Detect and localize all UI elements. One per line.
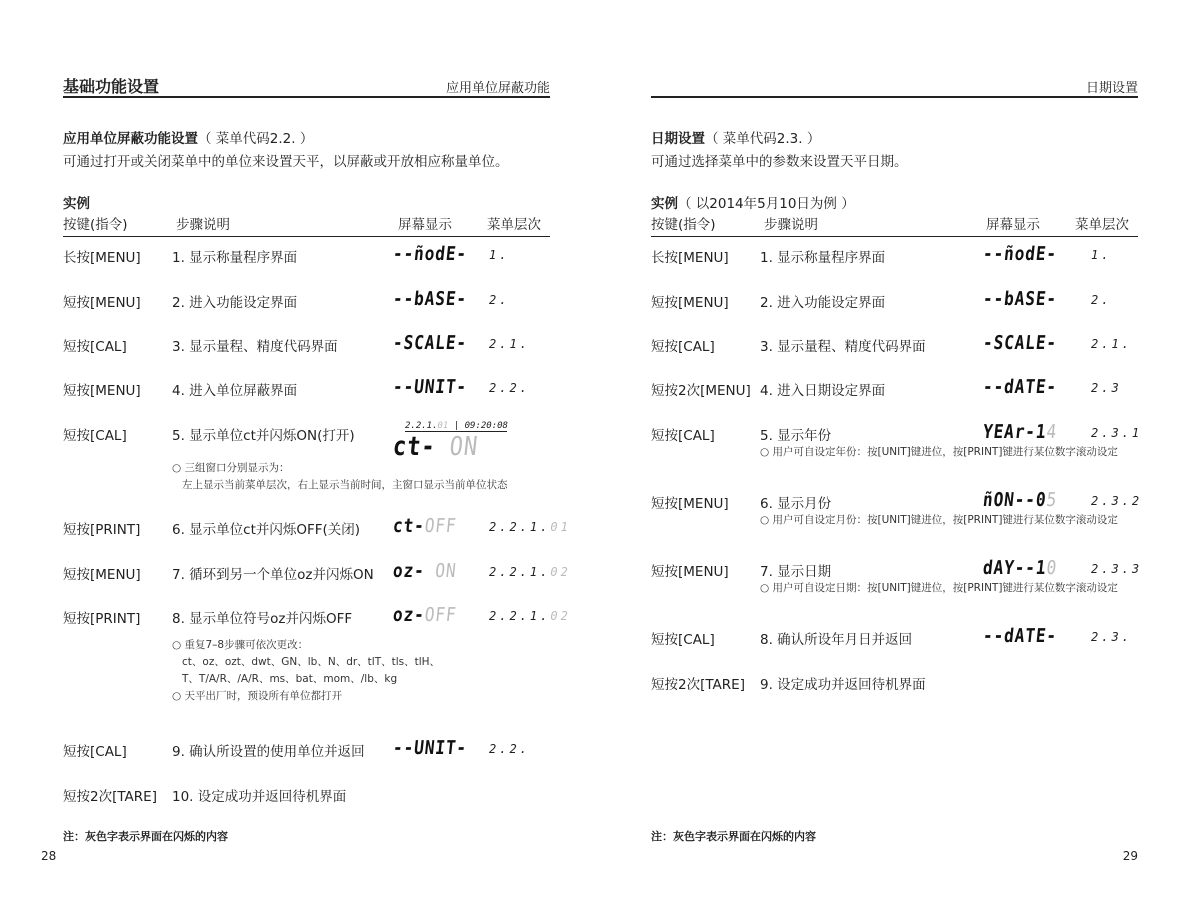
lcd-segment-static: YEAr-1 — [981, 421, 1048, 443]
lcd-segment-static: ct- — [391, 515, 426, 537]
screen-display — [392, 560, 458, 582]
level-segment-static: 2.3. — [1091, 630, 1132, 644]
lcd-segment-static: --dATE- — [981, 625, 1059, 647]
level-segment-static: 2.2.1. — [489, 520, 551, 534]
col-step: 步骤说明 — [764, 217, 818, 233]
level-segment-static: 2.2. — [489, 742, 530, 756]
col-display: 屏幕显示 — [986, 217, 1040, 233]
lcd-segment-static: -SCALE- — [981, 332, 1059, 354]
note-line: ○ 天平出厂时，预设所有单位都打开 — [172, 690, 342, 702]
lcd-segment-static: --UNIT- — [391, 737, 469, 759]
col-key: 按键(指令) — [63, 217, 128, 233]
row-key: 短按[PRINT] — [63, 611, 141, 627]
row-step: 8. 显示单位符号oz并闪烁OFF — [172, 611, 353, 627]
row-key: 短按[CAL] — [651, 339, 715, 355]
row-step: 8. 确认所设年月日并返回 — [760, 632, 913, 648]
screen-display — [392, 376, 468, 398]
col-level: 菜单层次 — [1075, 217, 1129, 233]
row-key: 短按[CAL] — [651, 632, 715, 648]
menu-level — [1091, 381, 1122, 395]
header-section: 日期设置 — [1085, 81, 1138, 96]
level-segment-blinking: 01 — [437, 421, 449, 431]
level-segment-static: 1. — [489, 248, 510, 262]
note-line: ○ 用户可自设定月份：按[UNIT]键进位，按[PRINT]键进行某位数字滚动设定 — [760, 514, 1118, 526]
note-line: ○ 重复7–8步骤可依次更改： — [172, 639, 309, 651]
note-line: 左上显示当前菜单层次，右上显示当前时间，主窗口显示当前单位状态 — [172, 479, 508, 491]
menu-level — [1091, 426, 1142, 440]
row-step: 7. 循环到另一个单位oz并闪烁ON — [172, 567, 374, 583]
col-level: 菜单层次 — [487, 217, 541, 233]
lcd-segment-blinking: 0 — [1045, 557, 1059, 579]
page-number: 28 — [41, 849, 57, 863]
level-segment-static: 1. — [1091, 248, 1112, 262]
level-segment-static: 2.2.1. — [405, 421, 438, 431]
screen-display — [392, 288, 468, 310]
footnote: 注：灰色字表示界面在闪烁的内容 — [651, 830, 816, 843]
sub-display — [405, 421, 507, 432]
row-step: 3. 显示量程、精度代码界面 — [760, 339, 926, 355]
menu-level — [489, 609, 571, 623]
row-key: 短按[MENU] — [651, 496, 729, 512]
lcd-segment-blinking: ON — [448, 432, 480, 462]
lcd-segment-blinking: 5 — [1045, 489, 1059, 511]
note-line: T、T/A/R、/A/R、ms、bat、mom、/lb、kg — [172, 673, 398, 685]
note-line: ○ 用户可自设定日期：按[UNIT]键进位，按[PRINT]键进行某位数字滚动设定 — [760, 582, 1118, 594]
menu-level — [489, 248, 509, 262]
menu-level — [1091, 562, 1142, 576]
level-segment-static: 2.3.2 — [1091, 494, 1143, 508]
level-segment-blinking: 02 — [550, 565, 571, 579]
lcd-segment-static: ct- — [391, 432, 452, 462]
section-description: 可通过打开或关闭菜单中的单位来设置天平，以屏蔽或开放相应称量单位。 — [63, 154, 509, 170]
section-code: （ 菜单代码2.2. ） — [198, 131, 314, 147]
section-title: 应用单位屏蔽功能设置 — [63, 131, 198, 147]
row-key: 短按[CAL] — [63, 744, 127, 760]
row-key: 短按2次[TARE] — [63, 789, 157, 805]
menu-level — [1091, 630, 1132, 644]
row-note — [760, 512, 1118, 529]
lcd-segment-static: dAY--1 — [981, 557, 1048, 579]
col-step: 步骤说明 — [176, 217, 230, 233]
row-note — [760, 444, 1118, 461]
screen-display — [391, 432, 479, 462]
screen-display — [392, 604, 458, 626]
lcd-segment-static: --bASE- — [391, 288, 469, 310]
header-rule — [651, 96, 1138, 98]
row-step: 9. 设定成功并返回待机界面 — [760, 677, 926, 693]
lcd-segment-static: -SCALE- — [391, 332, 469, 354]
screen-display — [392, 243, 468, 265]
note-line: ct、oz、ozt、dwt、GN、lb、N、dr、tlT、tls、tlH、 — [172, 656, 441, 668]
row-key: 短按[MENU] — [63, 295, 141, 311]
screen-display — [982, 376, 1058, 398]
col-display: 屏幕显示 — [398, 217, 452, 233]
row-note — [760, 580, 1118, 597]
row-key: 短按[MENU] — [63, 383, 141, 399]
row-step: 10. 设定成功并返回待机界面 — [172, 789, 347, 805]
row-step: 3. 显示量程、精度代码界面 — [172, 339, 338, 355]
note-line: ○ 用户可自设定年份：按[UNIT]键进位，按[PRINT]键进行某位数字滚动设定 — [760, 446, 1118, 458]
lcd-segment-static: oz- — [391, 604, 426, 626]
screen-display — [982, 489, 1058, 511]
row-step: 1. 显示称量程序界面 — [172, 250, 298, 266]
level-segment-static: 2. — [489, 293, 510, 307]
row-key: 短按[PRINT] — [63, 522, 141, 538]
row-key: 短按[CAL] — [63, 339, 127, 355]
section-heading — [63, 127, 313, 147]
row-key: 长按[MENU] — [651, 250, 729, 266]
row-note — [172, 460, 508, 494]
col-key: 按键(指令) — [651, 217, 716, 233]
screen-display — [392, 515, 458, 537]
level-segment-static: 2.1. — [1091, 337, 1132, 351]
lcd-segment-static: --bASE- — [981, 288, 1059, 310]
row-step: 2. 进入功能设定界面 — [760, 295, 886, 311]
menu-level — [489, 381, 530, 395]
row-step: 1. 显示称量程序界面 — [760, 250, 886, 266]
example-heading — [651, 192, 855, 212]
sub-level — [405, 421, 448, 431]
level-segment-static: 2.1. — [489, 337, 530, 351]
example-suffix: （ 以2014年5月10日为例 ） — [678, 196, 855, 212]
level-segment-static: 2.3 — [1091, 381, 1122, 395]
screen-display — [982, 243, 1058, 265]
row-step: 5. 显示单位ct并闪烁ON(打开) — [172, 428, 355, 444]
row-step: 5. 显示年份 — [760, 428, 832, 444]
menu-level — [1091, 494, 1142, 508]
row-step: 4. 进入日期设定界面 — [760, 383, 886, 399]
level-segment-blinking: 01 — [550, 520, 571, 534]
section-code: （ 菜单代码2.3. ） — [705, 131, 821, 147]
level-segment-static: 2.3.3 — [1091, 562, 1143, 576]
note-line: ○ 三组窗口分别显示为： — [172, 462, 290, 474]
screen-display — [982, 557, 1058, 579]
screen-display — [392, 332, 468, 354]
row-step: 2. 进入功能设定界面 — [172, 295, 298, 311]
menu-level — [489, 520, 571, 534]
level-segment-blinking: 02 — [550, 609, 571, 623]
section-description: 可通过选择菜单中的参数来设置天平日期。 — [651, 154, 908, 170]
level-segment-static: 2.2. — [489, 381, 530, 395]
example-label: 实例 — [63, 196, 90, 212]
row-key: 短按2次[TARE] — [651, 677, 745, 693]
screen-display — [392, 737, 468, 759]
row-step: 4. 进入单位屏蔽界面 — [172, 383, 298, 399]
level-segment-static: 2. — [1091, 293, 1112, 307]
section-heading — [651, 127, 820, 147]
lcd-segment-static: --dATE- — [981, 376, 1059, 398]
level-segment-static: 2.2.1. — [489, 609, 551, 623]
row-step: 6. 显示月份 — [760, 496, 832, 512]
level-segment-static: 2.2.1. — [489, 565, 551, 579]
row-key: 短按[CAL] — [651, 428, 715, 444]
row-step: 7. 显示日期 — [760, 564, 832, 580]
lcd-segment-static: oz- — [391, 560, 437, 582]
row-key: 短按2次[MENU] — [651, 383, 751, 399]
example-label: 实例 — [651, 196, 678, 212]
menu-level — [489, 565, 571, 579]
row-key: 短按[MENU] — [651, 295, 729, 311]
divider: | — [448, 421, 465, 431]
screen-display — [982, 421, 1058, 443]
page-number: 29 — [1122, 849, 1138, 863]
sub-time: 09:20:08 — [464, 421, 508, 431]
row-key: 短按[MENU] — [63, 567, 141, 583]
row-note — [172, 637, 440, 705]
lcd-segment-static: --ñodE- — [391, 243, 469, 265]
lcd-segment-static: ñON--0 — [981, 489, 1048, 511]
table-header-rule — [651, 236, 1138, 237]
footnote: 注：灰色字表示界面在闪烁的内容 — [63, 830, 228, 843]
menu-level — [1091, 248, 1111, 262]
row-key: 长按[MENU] — [63, 250, 141, 266]
menu-level — [1091, 293, 1111, 307]
lcd-segment-blinking: OFF — [423, 515, 458, 537]
menu-level — [489, 293, 509, 307]
row-step: 6. 显示单位ct并闪烁OFF(关闭) — [172, 522, 361, 538]
lcd-segment-blinking: ON — [434, 560, 458, 582]
lcd-segment-static: --UNIT- — [391, 376, 469, 398]
menu-level — [1091, 337, 1132, 351]
chapter-title: 基础功能设置 — [63, 77, 160, 96]
row-key: 短按[CAL] — [63, 428, 127, 444]
header-section: 应用单位屏蔽功能 — [445, 81, 550, 96]
level-segment-static: 2.3.1 — [1091, 426, 1143, 440]
row-step: 9. 确认所设置的使用单位并返回 — [172, 744, 365, 760]
lcd-segment-static: --ñodE- — [981, 243, 1059, 265]
lcd-segment-blinking: 4 — [1045, 421, 1059, 443]
menu-level — [489, 337, 530, 351]
screen-display — [982, 288, 1058, 310]
lcd-segment-blinking: OFF — [423, 604, 458, 626]
menu-level — [489, 742, 530, 756]
header-rule — [63, 96, 550, 98]
section-title: 日期设置 — [651, 131, 705, 147]
row-key: 短按[MENU] — [651, 564, 729, 580]
screen-display — [982, 625, 1058, 647]
table-header-rule — [63, 236, 550, 237]
screen-display — [982, 332, 1058, 354]
